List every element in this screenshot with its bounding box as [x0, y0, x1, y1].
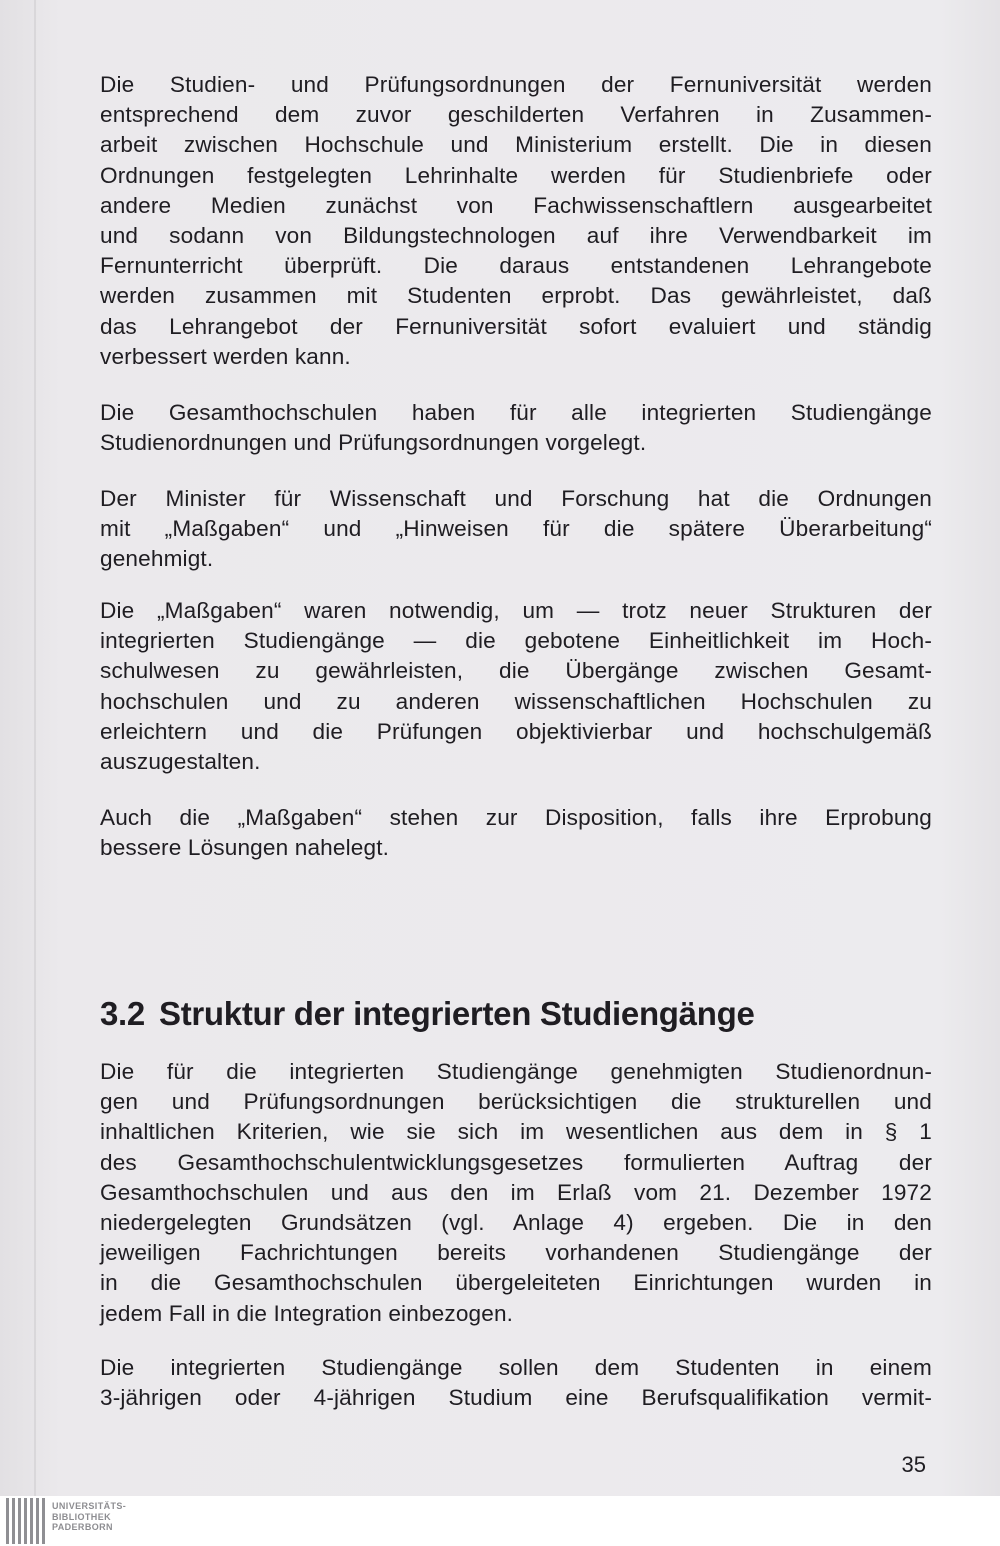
- paragraph-5: [100, 803, 932, 863]
- paragraph-2: [100, 398, 932, 458]
- text-line: Die integrierten Studiengänge sollen dem Studenten in einem: [100, 1355, 932, 1380]
- text-line: integrierten Studiengänge — die gebotene Einheitlichkeit im Hoch-: [100, 628, 932, 654]
- text-line: Die „Maßgaben“ waren notwendig, um — trotz neuer Strukturen der: [100, 598, 932, 623]
- page-number: 35: [901, 1452, 926, 1477]
- paragraph-3: [100, 484, 932, 575]
- library-logo-text: [52, 1501, 126, 1533]
- page-edge-shadow: [34, 0, 36, 1496]
- text-line: Studienordnungen und Prüfungsordnungen vorgelegt.: [100, 430, 647, 456]
- text-line: in die Gesamthochschulen übergeleiteten Einrichtungen wurden in: [100, 1270, 932, 1296]
- text-line: entsprechend dem zuvor geschilderten Verfahren in Zusammen-: [100, 102, 932, 128]
- text-line: Die Gesamthochschulen haben für alle integrierten Studiengänge: [100, 400, 932, 425]
- text-line: hochschulen und zu anderen wissenschaftlichen Hochschulen zu: [100, 688, 932, 714]
- text-line: inhaltlichen Kriterien, wie sie sich im wesentlichen aus dem in § 1: [100, 1119, 932, 1145]
- text-line: Die Studien- und Prüfungsordnungen der Fernuniversität werden: [100, 72, 932, 97]
- text-line: werden zusammen mit Studenten erprobt. Das gewährleistet, daß: [100, 283, 932, 309]
- text-line: arbeit zwischen Hochschule und Ministerium erstellt. Die in diesen: [100, 132, 932, 158]
- section-number: 3.2: [100, 995, 145, 1032]
- paragraph-1: [100, 70, 932, 372]
- text-line: jedem Fall in die Integration einbezogen.: [100, 1300, 514, 1326]
- text-line: Gesamthochschulen und aus den im Erlaß vom 21. Dezember 1972: [100, 1179, 932, 1205]
- text-line: erleichtern und die Prüfungen objektivierbar und hochschulgemäß: [100, 718, 932, 744]
- text-line: genehmigt.: [100, 546, 214, 572]
- text-line: das Lehrangebot der Fernuniversität sofort evaluiert und ständig: [100, 313, 932, 339]
- logo-line: BIBLIOTHEK: [52, 1511, 111, 1522]
- text-line: Der Minister für Wissenschaft und Forschung hat die Ordnungen: [100, 486, 932, 511]
- text-line: Ordnungen festgelegten Lehrinhalte werden für Studienbriefe oder: [100, 162, 932, 188]
- text-line: niedergelegten Grundsätzen (vgl. Anlage 4) ergeben. Die in den: [100, 1210, 932, 1236]
- section-heading: [100, 995, 755, 1033]
- library-footer: [0, 1496, 1000, 1546]
- text-line: des Gesamthochschulentwicklungsgesetzes formulierten Auftrag der: [100, 1149, 932, 1175]
- logo-line: UNIVERSITÄTS-: [52, 1501, 127, 1511]
- text-line: schulwesen zu gewährleisten, die Übergänge zwischen Gesamt-: [100, 658, 932, 684]
- paragraph-4: [100, 596, 932, 777]
- text-line: und sodann von Bildungstechnologen auf ihre Verwendbarkeit im: [100, 223, 932, 249]
- text-line: 3-jährigen oder 4-jährigen Studium eine Berufsqualifikation vermit-: [100, 1385, 932, 1411]
- text-line: bessere Lösungen nahelegt.: [100, 835, 390, 861]
- section-paragraph-1: [100, 1057, 932, 1329]
- text-line: gen und Prüfungsordnungen berücksichtigen die strukturellen und: [100, 1089, 932, 1115]
- text-line: mit „Maßgaben“ und „Hinweisen für die spätere Überarbeitung“: [100, 516, 932, 542]
- library-logo-icon: [6, 1498, 46, 1544]
- text-line: Die für die integrierten Studiengänge genehmigten Studienordnun-: [100, 1059, 932, 1084]
- text-line: Auch die „Maßgaben“ stehen zur Disposition, falls ihre Erprobung: [100, 805, 932, 830]
- section-paragraph-2: [100, 1353, 932, 1413]
- text-line: auszugestalten.: [100, 749, 261, 775]
- logo-line: PADERBORN: [52, 1522, 113, 1532]
- text-line: jeweiligen Fachrichtungen bereits vorhandenen Studiengänge der: [100, 1240, 932, 1266]
- section-title: Struktur der integrierten Studiengänge: [158, 995, 755, 1032]
- text-line: verbessert werden kann.: [100, 343, 351, 369]
- text-line: Fernunterricht überprüft. Die daraus entstandenen Lehrangebote: [100, 253, 932, 279]
- text-line: andere Medien zunächst von Fachwissenschaftlern ausgearbeitet: [100, 192, 932, 218]
